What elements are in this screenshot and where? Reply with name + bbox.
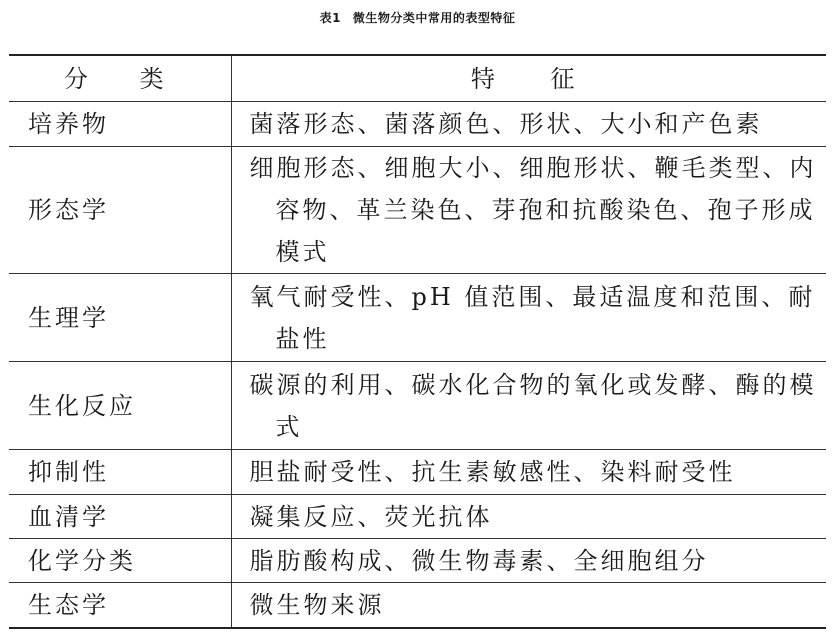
- row-category: 生态学: [9, 583, 231, 628]
- row-category: 生化反应: [9, 362, 231, 450]
- row-features: 细胞形态、细胞大小、细胞形状、鞭毛类型、内容物、革兰染色、芽孢和抗酸染色、孢子形成模式: [231, 147, 826, 274]
- row-features: 碳源的利用、碳水化合物的氧化或发酵、酶的模式: [231, 362, 826, 450]
- table-row: [9, 450, 826, 495]
- table-row: [9, 583, 826, 628]
- table-row: [9, 274, 826, 362]
- row-category: 血清学: [9, 495, 231, 539]
- phenotype-table: [9, 54, 826, 629]
- row-features: 凝集反应、荧光抗体: [231, 495, 826, 539]
- row-features: 氧气耐受性、pH 值范围、最适温度和范围、耐盐性: [231, 274, 826, 362]
- row-features: 菌落形态、菌落颜色、形状、大小和产色素: [231, 102, 826, 147]
- header-features: 特 征: [231, 55, 826, 102]
- table-header-row: [9, 55, 826, 102]
- row-category: 生理学: [9, 274, 231, 362]
- row-features: 胆盐耐受性、抗生素敏感性、染料耐受性: [231, 450, 826, 495]
- table-row: [9, 102, 826, 147]
- row-features: 脂肪酸构成、微生物毒素、全细胞组分: [231, 539, 826, 583]
- row-category: 形态学: [9, 147, 231, 274]
- header-category: 分 类: [9, 55, 231, 102]
- table-number: 表1: [319, 11, 341, 25]
- row-category: 化学分类: [9, 539, 231, 583]
- row-category: 培养物: [9, 102, 231, 147]
- table-caption: [0, 9, 835, 26]
- table-row: [9, 495, 826, 539]
- table-row: [9, 539, 826, 583]
- row-category: 抑制性: [9, 450, 231, 495]
- table-title: 微生物分类中常用的表型特征: [352, 11, 516, 25]
- table-row: [9, 362, 826, 450]
- table-row: [9, 147, 826, 274]
- row-features: 微生物来源: [231, 583, 826, 628]
